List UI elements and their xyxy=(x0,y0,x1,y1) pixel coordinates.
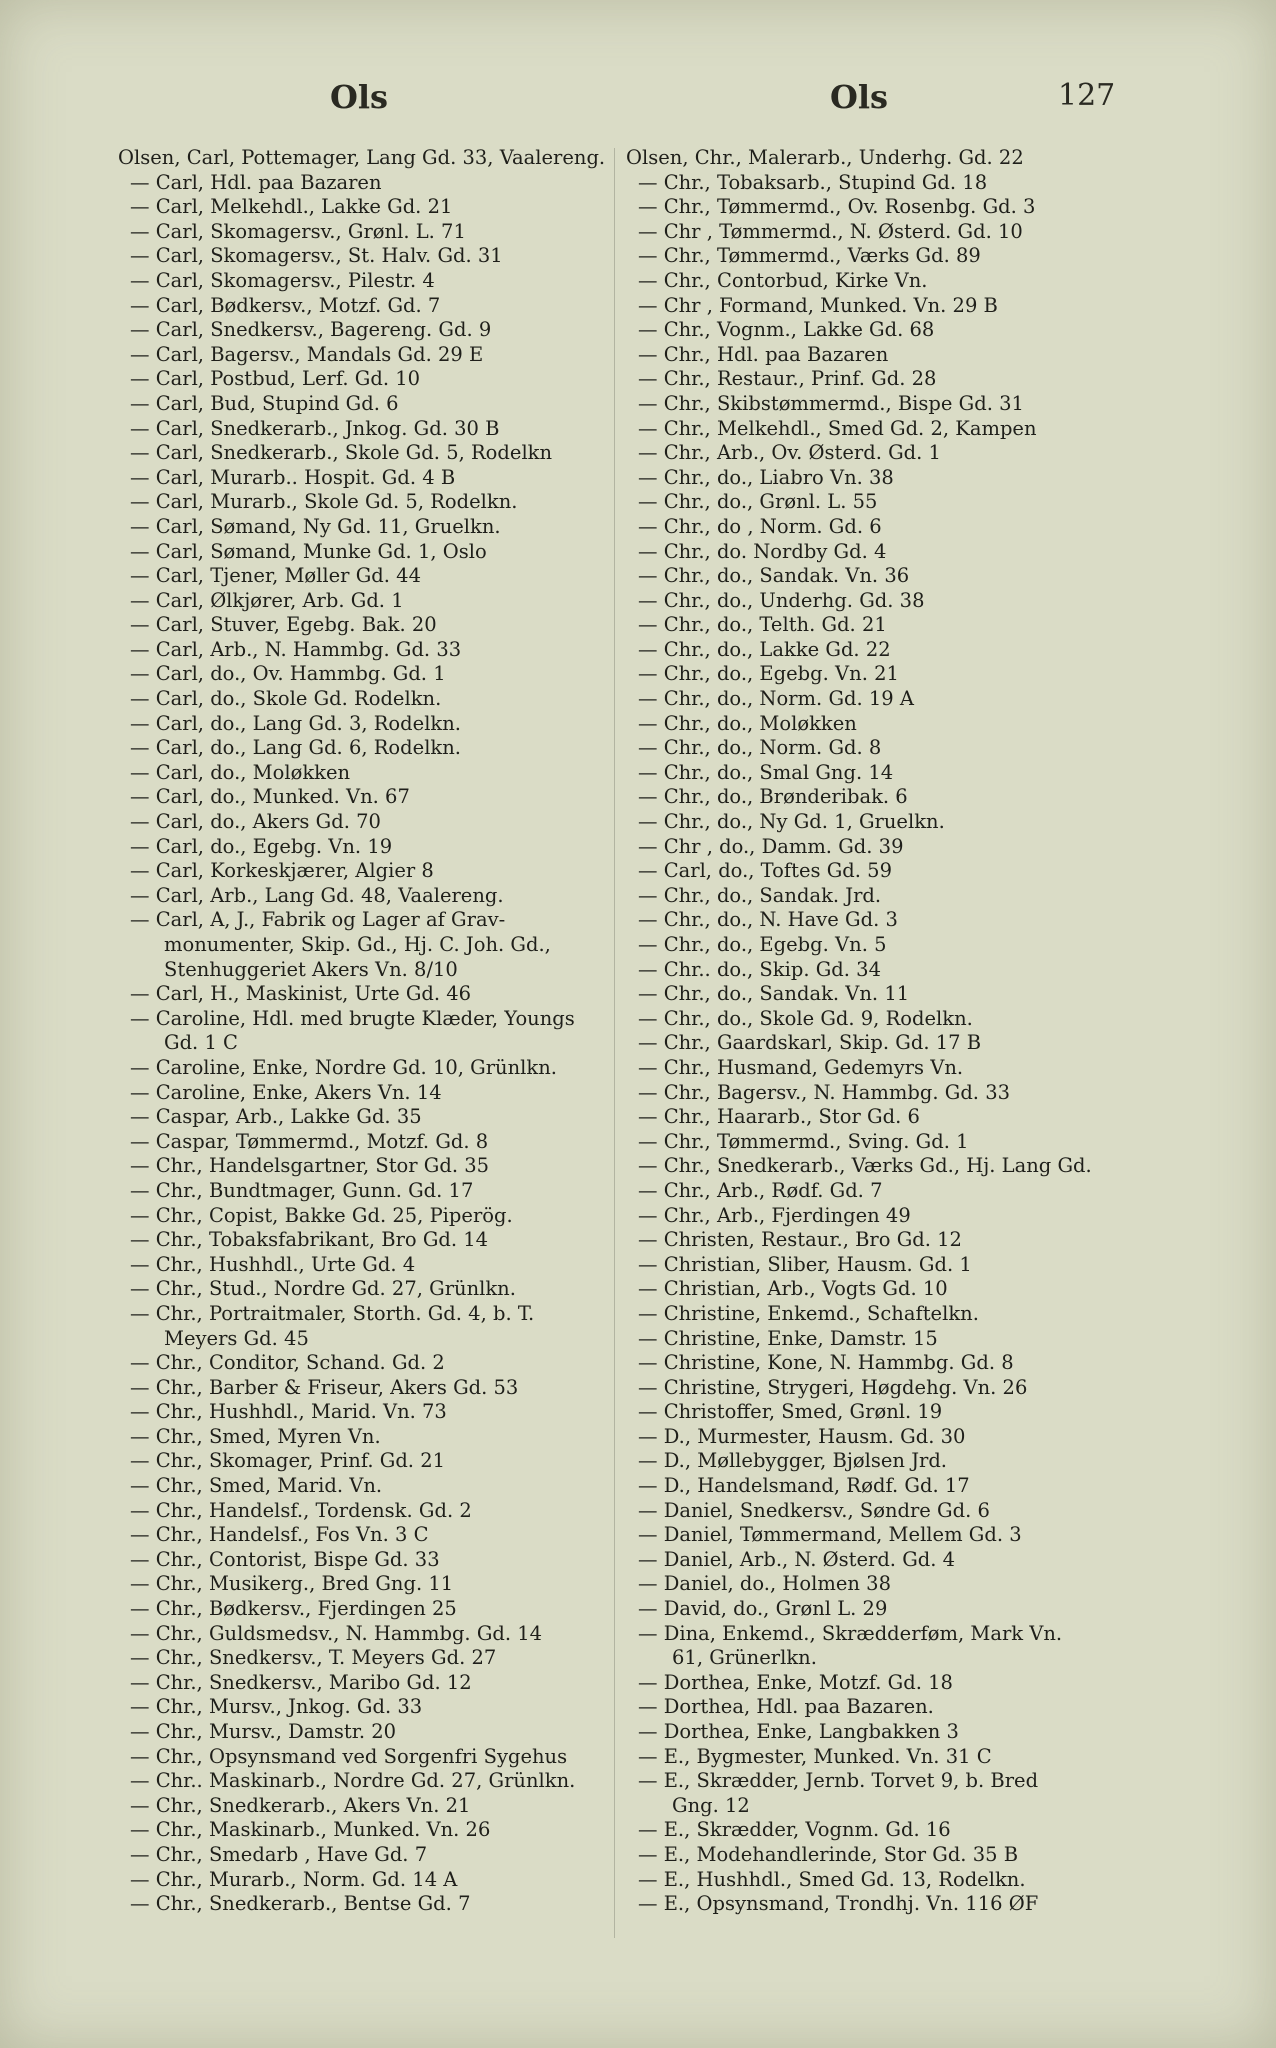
directory-entry-line: — Chr., Smed, Marid. Vn. xyxy=(130,1474,383,1498)
directory-entry-line: — Chr., Snedkersv., T. Meyers Gd. 27 xyxy=(130,1646,497,1670)
directory-entry-line: — Chr., Guldsmedsv., N. Hammbg. Gd. 14 xyxy=(130,1621,543,1645)
left-column xyxy=(118,146,612,1917)
directory-entry-line: — Carl, Snedkersv., Bagereng. Gd. 9 xyxy=(130,318,492,342)
directory-entry-line: — Dorthea, Hdl. paa Bazaren. xyxy=(638,1695,934,1719)
directory-entry-line: — Caroline, Hdl. med brugte Klæder, Youngs xyxy=(130,1006,575,1030)
directory-entry-line: — Chr., Arb., Ov. Østerd. Gd. 1 xyxy=(638,441,941,465)
directory-entry-line: — Chr., Melkehdl., Smed Gd. 2, Kampen xyxy=(638,416,1037,440)
directory-entry-line: — Chr., do., N. Have Gd. 3 xyxy=(638,908,898,932)
directory-entry-line: — Carl, Skomagersv., Grønl. L. 71 xyxy=(130,219,466,243)
directory-entry-line: — Carl, do., Akers Gd. 70 xyxy=(130,810,381,834)
directory-entry-line: — Dorthea, Enke, Langbakken 3 xyxy=(638,1720,959,1743)
directory-entry-line: — Carl, Skomagersv., Pilestr. 4 xyxy=(130,268,435,292)
directory-entry-line: — Chr , Formand, Munked. Vn. 29 B xyxy=(638,293,998,317)
directory-entry-line: — Christoffer, Smed, Grønl. 19 xyxy=(638,1400,943,1424)
running-head-left: Ols xyxy=(330,78,389,116)
directory-entry-line: — Carl, do., Ov. Hammbg. Gd. 1 xyxy=(130,662,446,686)
directory-entry-line: — E., Skrædder, Jernb. Torvet 9, b. Bred xyxy=(638,1769,1039,1793)
directory-entry-line: — Chr., Maskinarb., Munked. Vn. 26 xyxy=(130,1818,491,1842)
directory-entry-line: — Chr., Hushhdl., Marid. Vn. 73 xyxy=(130,1400,447,1424)
directory-entry-line: — Caroline, Enke, Akers Vn. 14 xyxy=(130,1080,442,1104)
directory-entry-line: — Chr., Snedkersv., Maribo Gd. 12 xyxy=(130,1670,472,1694)
directory-entry-line: — Chr., Mursv., Jnkog. Gd. 33 xyxy=(130,1695,423,1719)
directory-entry-line: — Carl, Korkeskjærer, Algier 8 xyxy=(130,859,434,883)
directory-entry-line: — Chr., Murarb., Norm. Gd. 14 A xyxy=(130,1867,458,1891)
directory-entry-line: — Chr , do., Damm. Gd. 39 xyxy=(638,834,904,858)
directory-entry-line: — Chr., Bundtmager, Gunn. Gd. 17 xyxy=(130,1178,474,1202)
directory-entry-line: — Chr., do., Egebg. Vn. 21 xyxy=(638,662,899,686)
directory-entry-line: — Chr., Vognm., Lakke Gd. 68 xyxy=(638,318,935,342)
directory-entry-line: — Chr., do. Nordby Gd. 4 xyxy=(638,539,887,563)
directory-entry-line: — Chr., Snedkerarb., Bentse Gd. 7 xyxy=(130,1892,471,1916)
directory-entry-line: Stenhuggeriet Akers Vn. 8/10 xyxy=(164,957,458,981)
directory-entry-line: — Carl, Bagersv., Mandals Gd. 29 E xyxy=(130,342,484,366)
directory-entry-line: — Carl, Ølkjører, Arb. Gd. 1 xyxy=(130,588,404,612)
column-divider xyxy=(614,148,615,1938)
directory-entry-line: — Chr., Conditor, Schand. Gd. 2 xyxy=(130,1351,445,1375)
directory-entry-line: — Christian, Sliber, Hausm. Gd. 1 xyxy=(638,1252,972,1276)
directory-entry-line: monumenter, Skip. Gd., Hj. C. Joh. Gd., xyxy=(164,933,551,956)
directory-entry-line: — Chr., Tobaksarb., Stupind Gd. 18 xyxy=(638,170,988,194)
directory-entry-line: — Chr.. Maskinarb., Nordre Gd. 27, Grünlkn. xyxy=(130,1769,576,1793)
directory-entry-line: — Chr., do., Sandak. Vn. 11 xyxy=(638,982,910,1006)
directory-entry-line: 61, Grünerlkn. xyxy=(672,1646,817,1670)
directory-entry-line: — Chr., do., Liabro Vn. 38 xyxy=(638,465,894,489)
directory-entry-line: — Chr., Snedkerarb., Akers Vn. 21 xyxy=(130,1793,471,1817)
directory-entry-line: — Chr., do., Smal Gng. 14 xyxy=(638,760,894,784)
directory-entry-line: — Christen, Restaur., Bro Gd. 12 xyxy=(638,1228,962,1252)
directory-entry-line: — Carl, Arb., Lang Gd. 48, Vaalereng. xyxy=(130,883,504,907)
directory-entry-line: — Carl, Hdl. paa Bazaren xyxy=(130,170,382,194)
directory-entry-line: — Carl, do., Toftes Gd. 59 xyxy=(638,859,892,883)
directory-entry-line: — Chr., Contorist, Bispe Gd. 33 xyxy=(130,1547,440,1571)
directory-entry-line: — Chr., Smedarb , Have Gd. 7 xyxy=(130,1842,428,1866)
directory-entry-line: — Carl, Melkehdl., Lakke Gd. 21 xyxy=(130,195,453,219)
directory-entry-line: — Chr., do., Norm. Gd. 19 A xyxy=(638,687,914,711)
directory-entry-line: — Carl, Sømand, Munke Gd. 1, Oslo xyxy=(130,539,487,563)
directory-entry-line: — Chr., Contorbud, Kirke Vn. xyxy=(638,268,928,292)
directory-entry-line: — Carl, Murarb., Skole Gd. 5, Rodelkn. xyxy=(130,490,518,514)
directory-entry-line: Gd. 1 C xyxy=(164,1031,238,1055)
directory-entry-line: — Carl, Bud, Stupind Gd. 6 xyxy=(130,391,399,415)
directory-entry-line: — Chr., Tømmermd., Ov. Rosenbg. Gd. 3 xyxy=(638,195,1036,219)
directory-entry-line: — Carl, Sømand, Ny Gd. 11, Gruelkn. xyxy=(130,514,501,538)
directory-entry-line: — Chr., Opsynsmand ved Sorgenfri Sygehus xyxy=(130,1744,568,1768)
directory-entry-line: Olsen, Carl, Pottemager, Lang Gd. 33, Vaalereng. xyxy=(118,146,606,169)
directory-entry-line: — Caspar, Arb., Lakke Gd. 35 xyxy=(130,1105,422,1129)
directory-entry-line: — Chr., do , Norm. Gd. 6 xyxy=(638,514,882,538)
directory-entry-line: — E., Hushhdl., Smed Gd. 13, Rodelkn. xyxy=(638,1867,1026,1891)
directory-entry-line: — Chr., do., Moløkken xyxy=(638,711,857,735)
directory-entry-line: — Chr., Mursv., Damstr. 20 xyxy=(130,1720,397,1743)
directory-entry-line: — Chr., Hdl. paa Bazaren xyxy=(638,342,889,366)
directory-entry-line: — Carl, do., Egebg. Vn. 19 xyxy=(130,834,393,858)
directory-entry-line: — Christine, Enke, Damstr. 15 xyxy=(638,1326,938,1350)
directory-entry-line: — Carl, do., Munked. Vn. 67 xyxy=(130,785,410,809)
directory-entry-line: — Chr., Smed, Myren Vn. xyxy=(130,1424,381,1448)
directory-entry-line: — Chr.. do., Skip. Gd. 34 xyxy=(638,957,881,981)
directory-entry-line: — Chr., Bødkersv., Fjerdingen 25 xyxy=(130,1597,457,1621)
directory-entry-line: — Chr., Handelsf., Fos Vn. 3 C xyxy=(130,1523,429,1547)
directory-entry-line: — D., Handelsmand, Rødf. Gd. 17 xyxy=(638,1474,970,1498)
directory-entry-line: — Chr., do., Egebg. Vn. 5 xyxy=(638,933,887,956)
directory-entry-line: — Chr , Tømmermd., N. Østerd. Gd. 10 xyxy=(638,219,1023,243)
directory-entry-line: — Christine, Enkemd., Schaftelkn. xyxy=(638,1301,979,1325)
directory-entry-line: — Carl, do., Lang Gd. 3, Rodelkn. xyxy=(130,711,462,735)
directory-entry-line: — Chr., Bagersv., N. Hammbg. Gd. 33 xyxy=(638,1080,1011,1104)
directory-entry-line: — Chr., do., Telth. Gd. 21 xyxy=(638,613,887,637)
directory-entry-line: — Chr., do., Brønderibak. 6 xyxy=(638,785,908,809)
directory-entry-line: — Chr., do., Ny Gd. 1, Gruelkn. xyxy=(638,810,945,834)
directory-entry-line: — Chr., Tobaksfabrikant, Bro Gd. 14 xyxy=(130,1228,489,1252)
directory-entry-line: — Chr., do., Skole Gd. 9, Rodelkn. xyxy=(638,1006,973,1030)
directory-entry-line: — Carl, do., Skole Gd. Rodelkn. xyxy=(130,687,442,711)
directory-entry-line: — Carl, A, J., Fabrik og Lager af Grav- xyxy=(130,908,506,932)
directory-entry-line: — D., Møllebygger, Bjølsen Jrd. xyxy=(638,1449,948,1473)
directory-entry-line: — Chr., Handelsgartner, Stor Gd. 35 xyxy=(130,1154,490,1178)
directory-entry-line: — Dina, Enkemd., Skrædderføm, Mark Vn. xyxy=(638,1621,1063,1645)
directory-entry-line: — Carl, do., Moløkken xyxy=(130,760,351,784)
directory-entry-line: — Daniel, Snedkersv., Søndre Gd. 6 xyxy=(638,1498,990,1522)
page-number: 127 xyxy=(1058,78,1116,113)
directory-entry-line: — Carl, Snedkerarb., Skole Gd. 5, Rodelkn xyxy=(130,441,553,465)
directory-entry-line: — Carl, Stuver, Egebg. Bak. 20 xyxy=(130,613,437,637)
directory-entry-line: — Chr., Handelsf., Tordensk. Gd. 2 xyxy=(130,1498,472,1522)
directory-entry-line: — Chr., do., Norm. Gd. 8 xyxy=(638,736,882,760)
directory-entry-line: — Chr., Snedkerarb., Værks Gd., Hj. Lang Gd. xyxy=(638,1154,1092,1178)
directory-entry-line: — Carl, Snedkerarb., Jnkog. Gd. 30 B xyxy=(130,416,500,440)
directory-entry-line: — Chr., do., Underhg. Gd. 38 xyxy=(638,588,925,612)
directory-entry-line: — Carl, H., Maskinist, Urte Gd. 46 xyxy=(130,982,472,1006)
directory-entry-line: — Daniel, Arb., N. Østerd. Gd. 4 xyxy=(638,1547,956,1571)
directory-entry-line: — Chr., Arb., Rødf. Gd. 7 xyxy=(638,1178,883,1202)
directory-entry-line: — Chr., do., Sandak. Vn. 36 xyxy=(638,564,910,588)
directory-entry-line: — E., Skrædder, Vognm. Gd. 16 xyxy=(638,1818,951,1842)
directory-entry-line: — Chr., Stud., Nordre Gd. 27, Grünlkn. xyxy=(130,1277,516,1301)
directory-entry-line: — Chr., Arb., Fjerdingen 49 xyxy=(638,1203,911,1227)
directory-entry-line: Meyers Gd. 45 xyxy=(164,1326,309,1350)
directory-entry-line: — Chr., Tømmermd., Værks Gd. 89 xyxy=(638,244,981,268)
directory-entry-line: — Chr., Husmand, Gedemyrs Vn. xyxy=(638,1055,964,1079)
directory-entry-line: — Carl, Arb., N. Hammbg. Gd. 33 xyxy=(130,637,462,661)
directory-entry-line: — Chr., Copist, Bakke Gd. 25, Piperög. xyxy=(130,1203,513,1227)
directory-entry-line: — D., Murmester, Hausm. Gd. 30 xyxy=(638,1424,966,1448)
directory-entry-line: — Carl, Tjener, Møller Gd. 44 xyxy=(130,564,421,588)
directory-entry-line: — Daniel, Tømmermand, Mellem Gd. 3 xyxy=(638,1523,1022,1547)
directory-entry-line: Olsen, Chr., Malerarb., Underhg. Gd. 22 xyxy=(626,146,1024,169)
right-column xyxy=(626,146,1126,1917)
directory-entry-line: — Carl, Bødkersv., Motzf. Gd. 7 xyxy=(130,293,441,317)
directory-entry-line: — Chr., Skomager, Prinf. Gd. 21 xyxy=(130,1449,446,1473)
directory-entry-line: — Chr., Musikerg., Bred Gng. 11 xyxy=(130,1572,454,1596)
directory-entry-line: — Chr., do., Grønl. L. 55 xyxy=(638,490,878,514)
directory-entry-line: — David, do., Grønl L. 29 xyxy=(638,1597,888,1621)
directory-entry-line: — Chr., do., Lakke Gd. 22 xyxy=(638,637,891,661)
directory-entry-line: Gng. 12 xyxy=(672,1793,750,1817)
directory-entry-line: — Chr., Barber & Friseur, Akers Gd. 53 xyxy=(130,1375,519,1399)
directory-entry-line: — Carl, Murarb.. Hospit. Gd. 4 B xyxy=(130,465,456,489)
directory-entry-line: — E., Opsynsmand, Trondhj. Vn. 116 ØF xyxy=(638,1892,1039,1916)
directory-entry-line: — E., Modehandlerinde, Stor Gd. 35 B xyxy=(638,1842,1019,1866)
directory-entry-line: — Chr., Skibstømmermd., Bispe Gd. 31 xyxy=(638,391,1024,415)
directory-entry-line: — Dorthea, Enke, Motzf. Gd. 18 xyxy=(638,1670,953,1694)
directory-entry-line: — Chr., Restaur., Prinf. Gd. 28 xyxy=(638,367,937,391)
directory-entry-line: — Chr., Gaardskarl, Skip. Gd. 17 B xyxy=(638,1031,982,1055)
directory-entry-line: — Chr., Haararb., Stor Gd. 6 xyxy=(638,1105,920,1129)
directory-entry-line: — Christian, Arb., Vogts Gd. 10 xyxy=(638,1277,948,1301)
running-head-right: Ols xyxy=(830,78,889,116)
directory-entry-line: — Carl, do., Lang Gd. 6, Rodelkn. xyxy=(130,736,462,760)
directory-entry-line: — Daniel, do., Holmen 38 xyxy=(638,1572,891,1596)
directory-entry-line: — Chr., Portraitmaler, Storth. Gd. 4, b. T. xyxy=(130,1301,535,1325)
directory-entry-line: — Christine, Strygeri, Høgdehg. Vn. 26 xyxy=(638,1375,1028,1399)
directory-entry-line: — Caroline, Enke, Nordre Gd. 10, Grünlkn. xyxy=(130,1055,557,1079)
directory-entry-line: — Christine, Kone, N. Hammbg. Gd. 8 xyxy=(638,1351,1014,1375)
page-header xyxy=(0,78,1276,122)
directory-entry-line: — Caspar, Tømmermd., Motzf. Gd. 8 xyxy=(130,1129,489,1153)
directory-entry-line: — Chr., Hushhdl., Urte Gd. 4 xyxy=(130,1252,416,1276)
directory-entry-line: — Carl, Postbud, Lerf. Gd. 10 xyxy=(130,367,421,391)
directory-entry-line: — E., Bygmester, Munked. Vn. 31 C xyxy=(638,1744,992,1768)
directory-entry-line: — Chr., Tømmermd., Sving. Gd. 1 xyxy=(638,1129,969,1153)
directory-entry-line: — Carl, Skomagersv., St. Halv. Gd. 31 xyxy=(130,244,503,268)
directory-entry-line: — Chr., do., Sandak. Jrd. xyxy=(638,883,882,907)
